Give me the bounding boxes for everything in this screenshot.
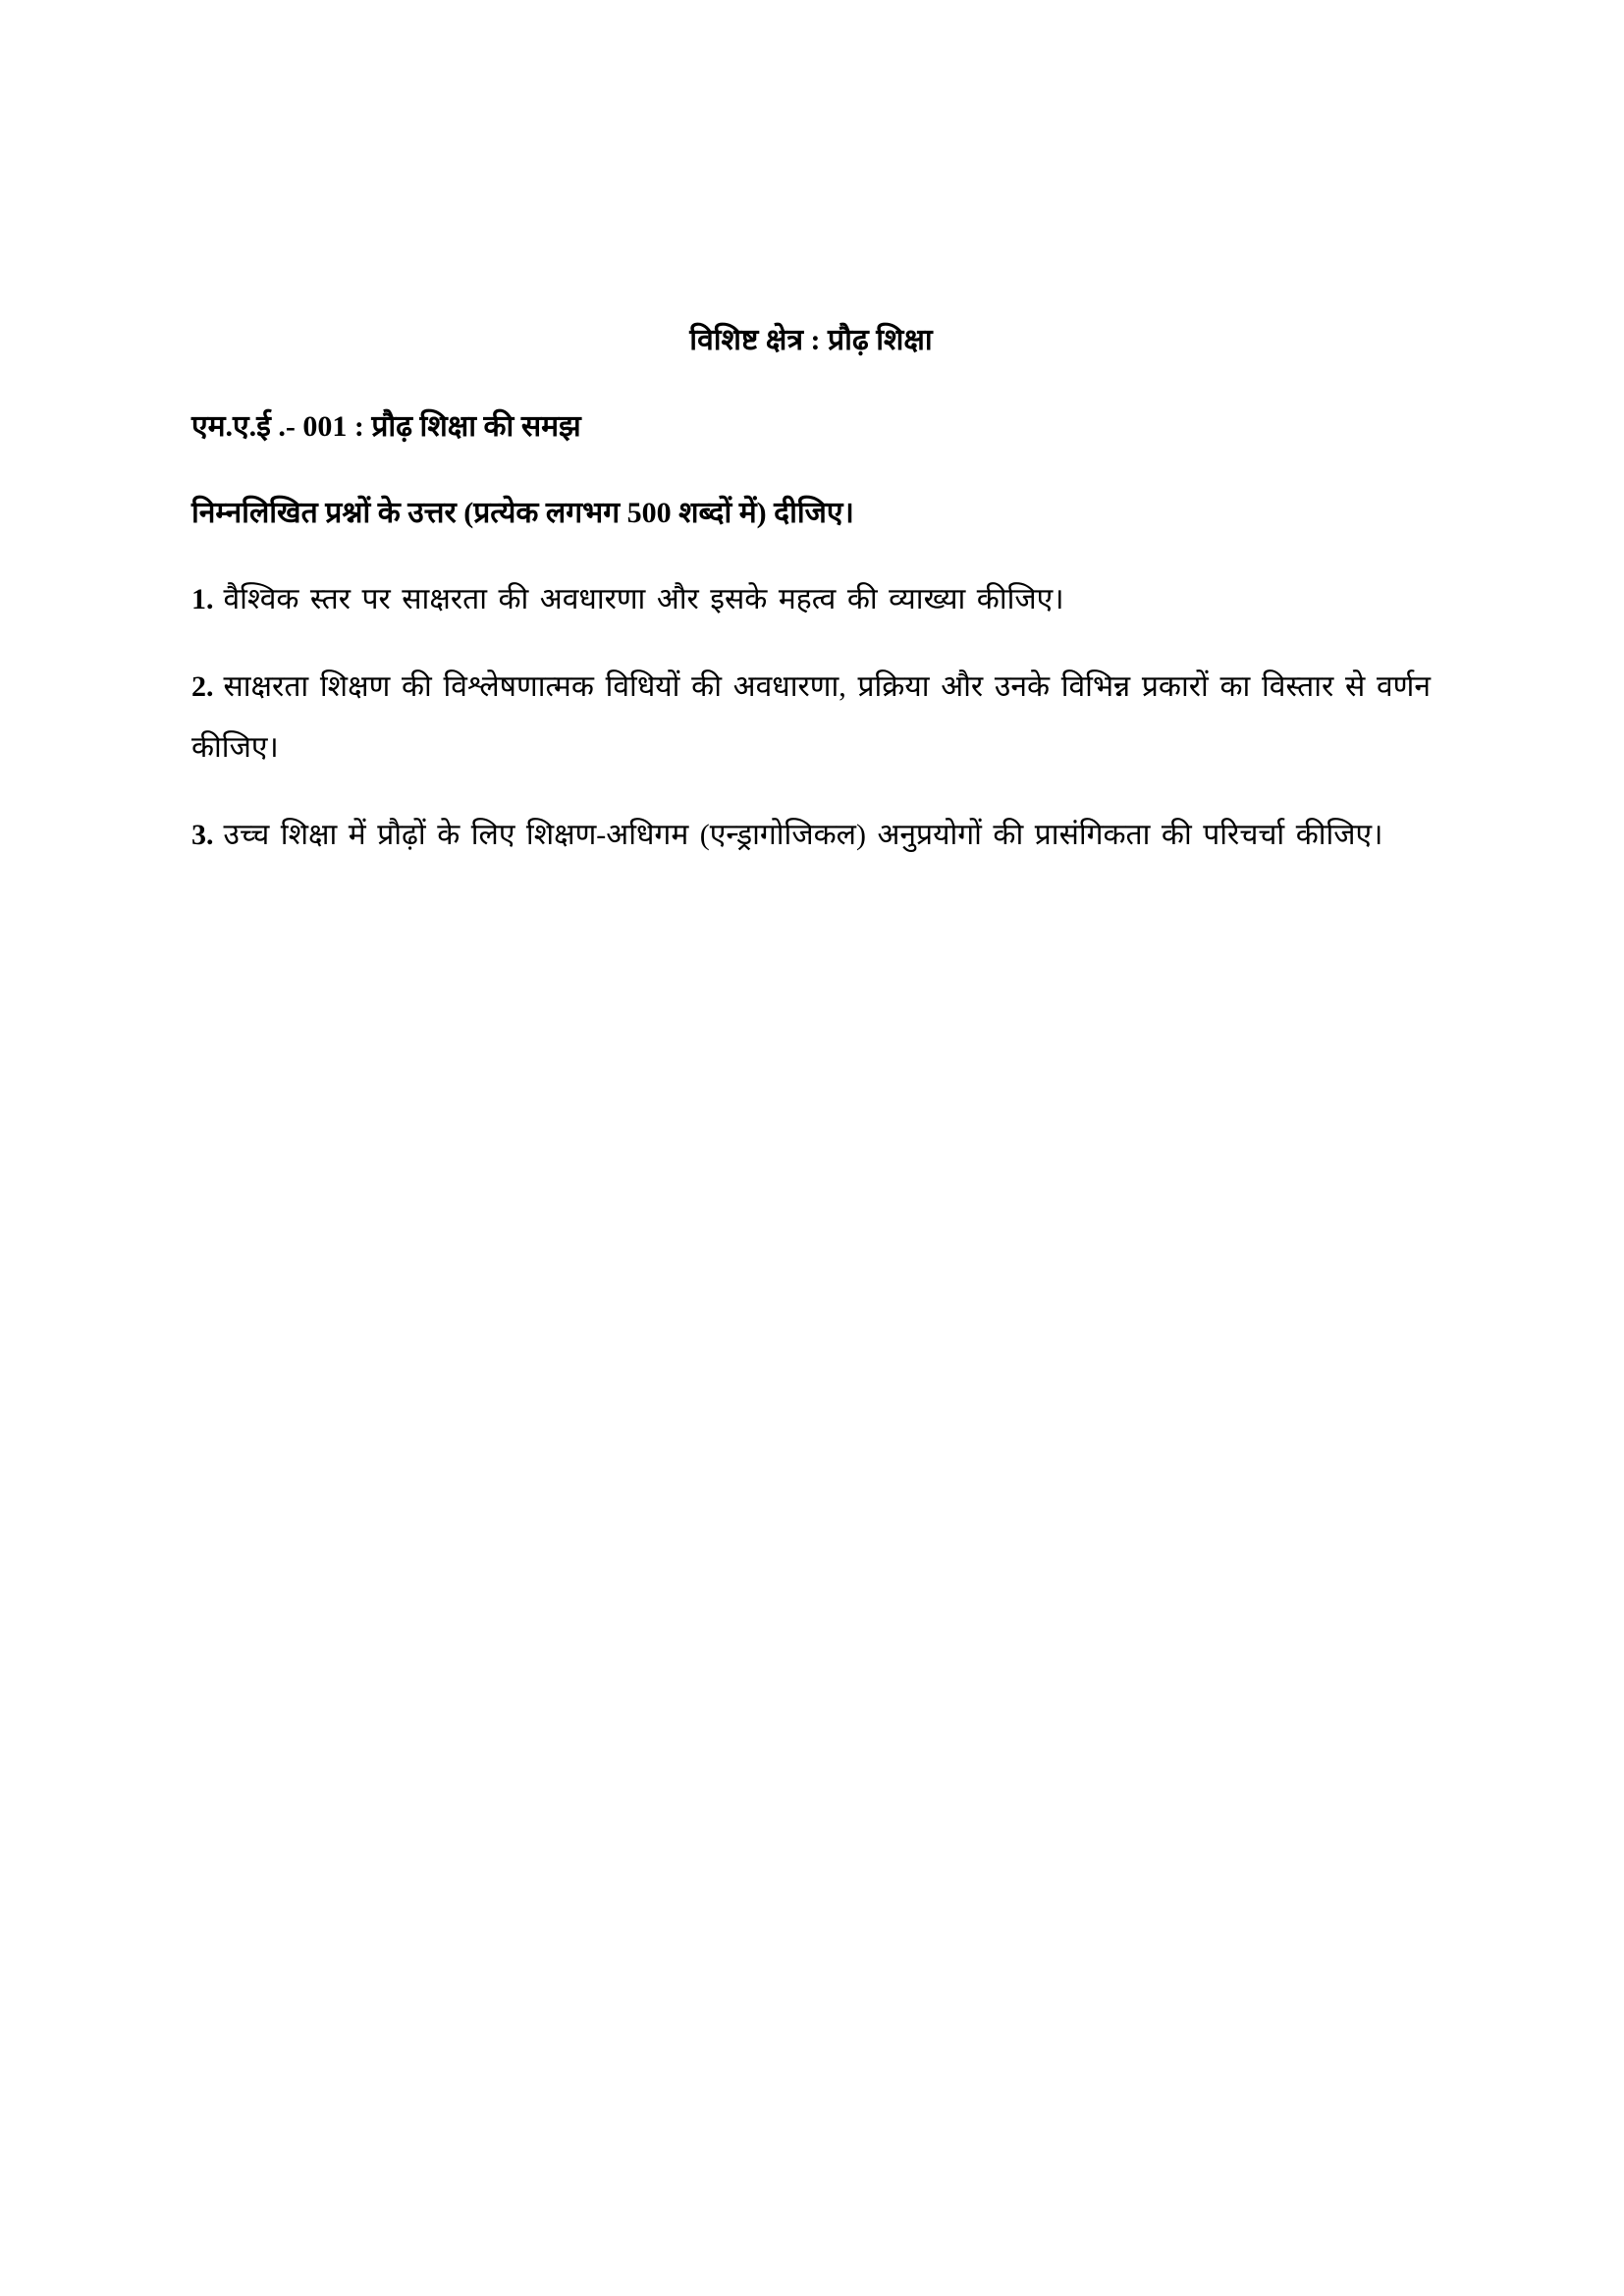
question-item-1 [191,569,1431,630]
question-number: 3. [191,819,214,851]
question-number: 2. [191,670,214,703]
question-text: वैश्विक स्तर पर साक्षरता की अवधारणा और इसके महत्व की व्याख्या कीजिए। [223,583,1064,615]
question-item-3 [191,805,1431,866]
page-title: विशिष्ट क्षेत्र : प्रौढ़ शिक्षा [689,324,933,356]
question-item-2 [191,657,1431,778]
question-number: 1. [191,583,214,615]
question-text: उच्च शिक्षा में प्रौढ़ों के लिए शिक्षण-अधिगम (एन्ड्रागोजिकल) अनुप्रयोगों की प्रासंगिकता की परिचर्चा कीजिए। [223,819,1383,851]
course-code-line: एम.ए.ई .- 001 : प्रौढ़ शिक्षा की समझ [191,410,581,443]
instruction-line: निम्नलिखित प्रश्नों के उत्तर (प्रत्येक लगभग 500 शब्दों में) दीजिए। [191,497,854,529]
document-content [191,310,1431,892]
question-text: साक्षरता शिक्षण की विश्लेषणात्मक विधियों की अवधारणा, प्रक्रिया और उनके विभिन्न प्रकारों का विस्तार से वर्णन कीजिए। [191,670,1431,764]
